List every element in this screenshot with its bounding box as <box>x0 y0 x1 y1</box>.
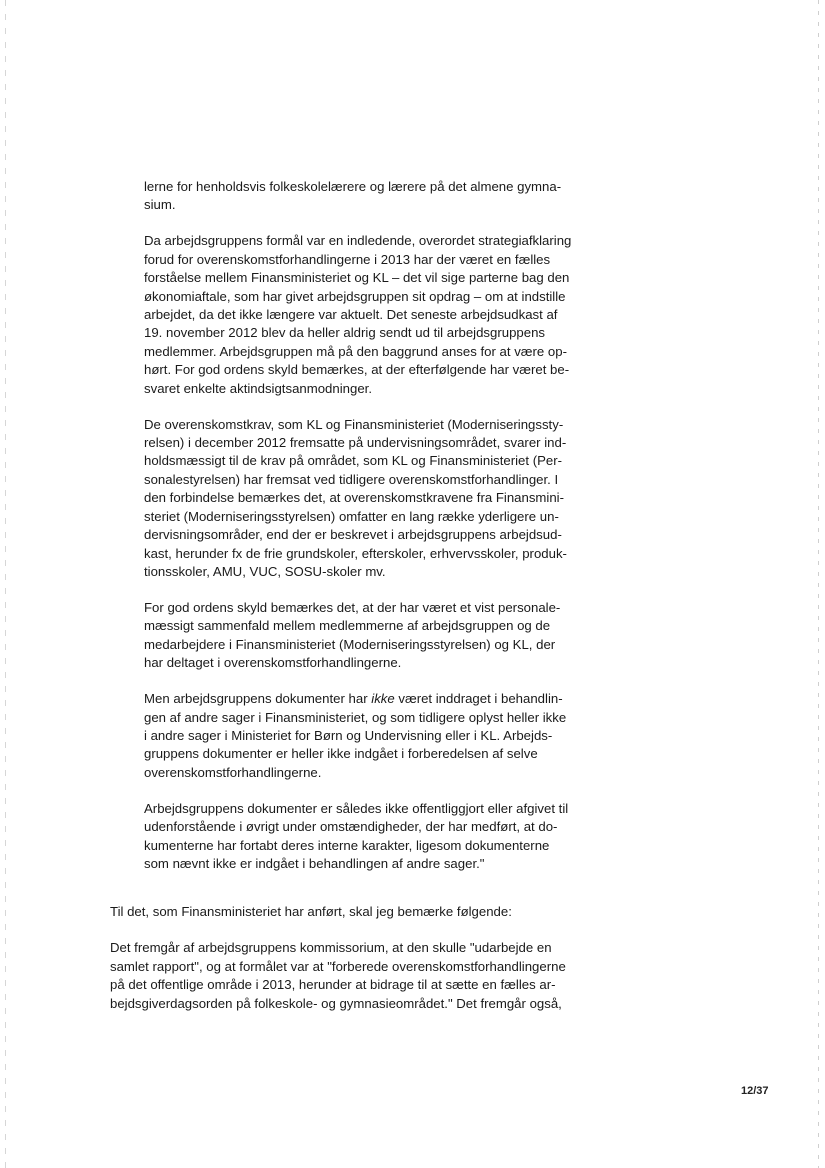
text-line: har deltaget i overenskomstforhandlingerne. <box>144 655 402 671</box>
text-line: dervisningsområder, end der er beskrevet i arbejdsgruppens arbejdsud- <box>144 527 562 543</box>
text-line: steriet (Moderniseringsstyrelsen) omfatter en lang række yderligere un- <box>144 508 559 524</box>
text-line: tionsskoler, AMU, VUC, SOSU-skoler mv. <box>144 563 386 579</box>
quote-paragraph-4 <box>144 599 584 673</box>
text-line: i andre sager i Ministeriet for Børn og Undervisning eller i KL. Arbejds- <box>144 727 553 743</box>
text-line: økonomiaftale, som har givet arbejdsgruppen sit opdrag – om at indstille <box>144 288 566 304</box>
text-line: kumenterne har fortabt deres interne karakter, ligesom dokumenterne <box>144 837 550 853</box>
text-line: lerne for henholdsvis folkeskolelærere og lærere på det almene gymna- <box>144 179 562 194</box>
body-paragraph-1 <box>110 903 580 921</box>
text-line: samlet rapport", og at formålet var at "forberede overenskomstforhandlingerne <box>110 958 566 974</box>
text-line: De overenskomstkrav, som KL og Finansministeriet (Moderniseringssty- <box>144 416 564 432</box>
quote-paragraph-1 <box>144 178 584 215</box>
text-line: som nævnt ikke er indgået i behandlingen af andre sager." <box>144 855 485 871</box>
quote-paragraph-3 <box>144 416 584 582</box>
text-line: relsen) i december 2012 fremsatte på undervisningsområdet, svarer ind- <box>144 435 567 451</box>
text-line: svaret enkelte aktindsigtsanmodninger. <box>144 380 372 396</box>
scan-edge-left <box>5 0 6 1168</box>
text-line: 19. november 2012 blev da heller aldrig sendt ud til arbejdsgruppens <box>144 325 546 341</box>
text-line: gen af andre sager i Finansministeriet, og som tidligere oplyst heller ikke <box>144 709 567 725</box>
body-paragraph-2 <box>110 939 580 1013</box>
text-line: forud for overenskomstforhandlingerne i 2013 har der været en fælles <box>144 251 551 267</box>
text-line <box>144 690 584 708</box>
text-line: Til det, som Finansministeriet har anført, skal jeg bemærke følgende: <box>110 904 512 919</box>
text-line: Da arbejdsgruppens formål var en indledende, overordet strategiafklaring <box>144 233 572 249</box>
quote-paragraph-2 <box>144 232 584 398</box>
text-line: udenforstående i øvrigt under omstændigheder, der har medført, at do- <box>144 819 558 835</box>
text-line: bejdsgiverdagsorden på folkeskole- og gymnasieområdet." Det fremgår også, <box>110 995 562 1011</box>
text-line: kast, herunder fx de frie grundskoler, efterskoler, erhvervsskoler, produk- <box>144 545 567 561</box>
text-line: på det offentlige område i 2013, herunder at bidrage til at sætte en fælles ar- <box>110 977 556 993</box>
text-run: Men arbejdsgruppens dokumenter har <box>144 691 372 707</box>
quoted-passage <box>144 178 584 891</box>
quote-paragraph-5 <box>144 690 584 782</box>
scan-edge-right <box>818 0 819 1168</box>
text-line: sonalestyrelsen) har fremsat ved tidligere overenskomstforhandlinger. I <box>144 471 559 487</box>
text-line: Det fremgår af arbejdsgruppens kommissorium, at den skulle "udarbejde en <box>110 940 552 956</box>
text-line: Arbejdsgruppens dokumenter er således ikke offentliggjort eller afgivet til <box>144 800 569 816</box>
text-line: hørt. For god ordens skyld bemærkes, at der efterfølgende har været be- <box>144 362 570 378</box>
text-line: den forbindelse bemærkes det, at overenskomstkravene fra Finansmini- <box>144 490 564 506</box>
text-line: forståelse mellem Finansministeriet og KL – det vil sige parterne bag den <box>144 270 570 286</box>
page-number: 12/37 <box>741 1085 769 1097</box>
text-line: arbejdet, da det ikke længere var aktuelt. Det seneste arbejdsudkast af <box>144 307 558 323</box>
text-run: været inddraget i behandlin- <box>394 691 563 707</box>
text-line: medarbejdere i Finansministeriet (Moderniseringsstyrelsen) og KL, der <box>144 636 556 652</box>
text-line: medlemmer. Arbejdsgruppen må på den baggrund anses for at være op- <box>144 343 567 359</box>
body-text <box>110 903 580 1031</box>
text-line: For god ordens skyld bemærkes det, at der har været et vist personale- <box>144 599 561 615</box>
text-line: holdsmæssigt til de krav på området, som KL og Finansministeriet (Per- <box>144 453 563 469</box>
quote-paragraph-6 <box>144 800 584 874</box>
text-line: gruppens dokumenter er heller ikke indgået i forberedelsen af selve <box>144 746 538 762</box>
text-line: overenskomstforhandlingerne. <box>144 764 322 780</box>
text-line: mæssigt sammenfald mellem medlemmerne af arbejdsgruppen og de <box>144 618 551 634</box>
emphasis-ikke: ikke <box>371 691 395 707</box>
text-line: sium. <box>144 197 176 213</box>
